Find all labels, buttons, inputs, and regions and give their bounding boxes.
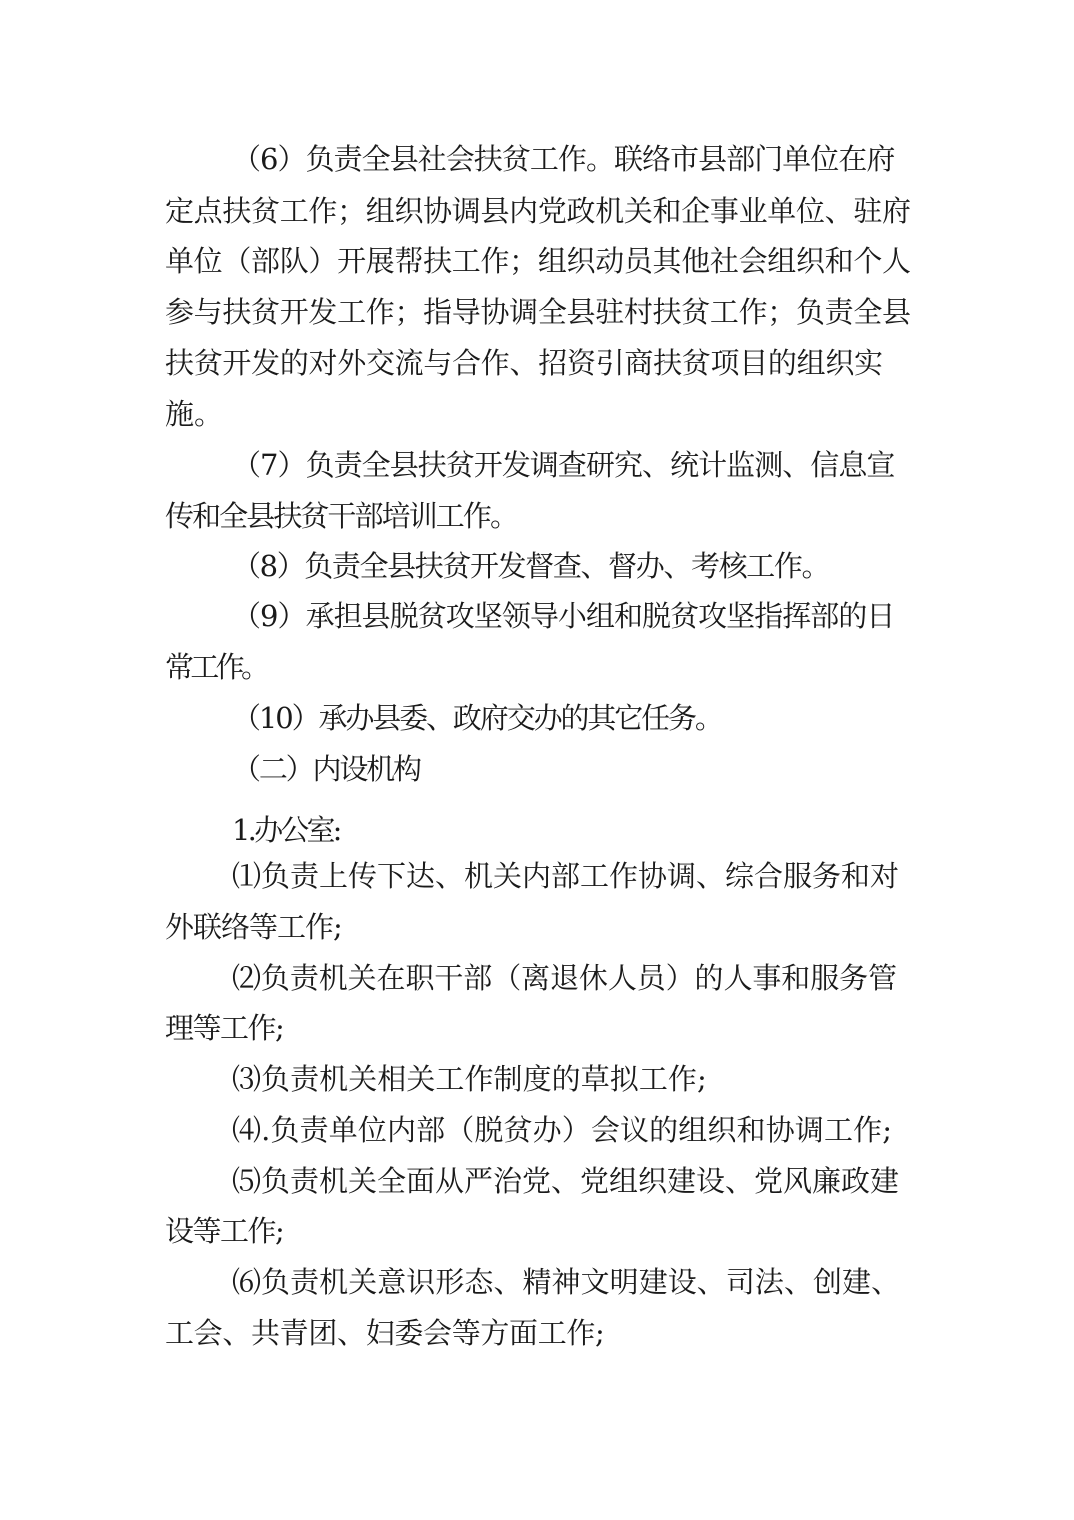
item-1-line-1: ⑴负责上传下达、机关内部工作协调、综合服务和对	[232, 859, 900, 893]
paragraph-7-line-2: 传和全县扶贫干部培训工作。	[165, 499, 518, 533]
paragraph-6-line-1: （6）负责全县社会扶贫工作。联络市县部门单位在府	[232, 142, 895, 176]
paragraph-6-line-2: 定点扶贫工作；组织协调县内党政机关和企事业单位、驻府	[165, 194, 911, 228]
subsection-title: 1.办公室:	[232, 813, 340, 847]
item-4-line-1: ⑷.负责单位内部（脱贫办）会议的组织和协调工作;	[232, 1113, 893, 1147]
item-2-line-1: ⑵负责机关在职干部（离退休人员）的人事和服务管	[232, 961, 897, 995]
item-1-line-2: 外联络等工作;	[165, 910, 342, 944]
paragraph-6-line-5: 扶贫开发的对外交流与合作、招资引商扶贫项目的组织实	[165, 346, 883, 380]
paragraph-9-line-1: （9）承担县脱贫攻坚领导小组和脱贫攻坚指挥部的日	[232, 599, 895, 633]
paragraph-6-line-6: 施。	[165, 397, 224, 431]
paragraph-7-line-1: （7）负责全县扶贫开发调查研究、统计监测、信息宣	[232, 448, 895, 482]
item-6-line-1: ⑹负责机关意识形态、精神文明建设、司法、创建、	[232, 1265, 901, 1299]
paragraph-6-line-3: 单位（部队）开展帮扶工作；组织动员其他社会组织和个人	[165, 244, 911, 278]
item-5-line-1: ⑸负责机关全面从严治党、党组织建设、党风廉政建	[232, 1164, 900, 1198]
item-5-line-2: 设等工作;	[165, 1214, 284, 1248]
item-6-line-2: 工会、共青团、妇委会等方面工作;	[165, 1316, 605, 1350]
paragraph-8-line-1: （8）负责全县扶贫开发督查、督办、考核工作。	[232, 549, 830, 583]
section-heading: （二）内设机构	[232, 752, 420, 786]
item-2-line-2: 理等工作;	[165, 1011, 284, 1045]
paragraph-6-line-4: 参与扶贫开发工作；指导协调全县驻村扶贫工作；负责全县	[165, 295, 911, 329]
paragraph-9-line-2: 常工作。	[165, 650, 267, 684]
item-3-line-1: ⑶负责机关相关工作制度的草拟工作;	[232, 1062, 707, 1096]
paragraph-10-line-1: （10）承办县委、政府交办的其它任务。	[232, 701, 722, 735]
